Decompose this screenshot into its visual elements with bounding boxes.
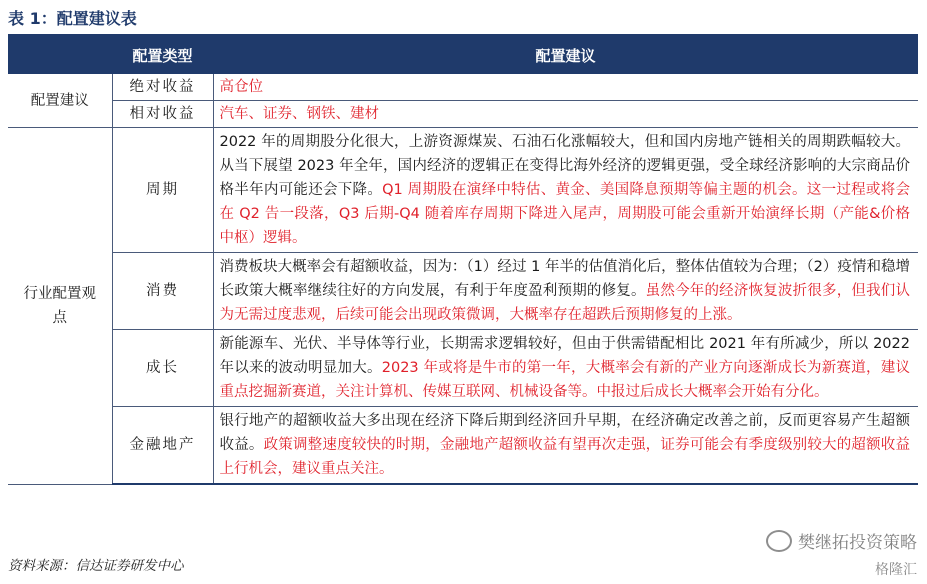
advice-highlight: Q1 周期股在演绎中特估、黄金、美国降息预期等偏主题的机会。这一过程或将会在 Q2 告一段落，Q3 后期-Q4 随着库存周期下降进入尾声，周期股可能会重新开始演绎长期（产能&价格中枢）逻辑。	[219, 182, 911, 246]
advice-text: 消费板块大概率会有超额收益，因为：（1）经过 1 年半的估值消化后，整体估值较为合理；（2）疫情和稳增长政策大概率继续往好的方向发展，有利于年度盈利预期的修复。	[219, 259, 910, 299]
table-row	[8, 101, 918, 128]
table-row	[8, 74, 918, 101]
advice-cell	[213, 407, 918, 485]
header-advice: 配置建议	[213, 35, 918, 74]
table-row	[8, 330, 918, 407]
advice-highlight: 2023 年或将是牛市的第一年，大概率会有新的产业方向逐渐成长为新赛道，建议重点挖掘新赛道，关注计算机、传媒互联网、机械设备等。中报过后成长大概率会开始有分化。	[219, 360, 910, 400]
watermark-account: 樊继拓投资策略	[798, 533, 917, 553]
type-cell: 相对收益	[112, 101, 213, 128]
advice-cell	[213, 253, 918, 330]
advice-text: 新能源车、光伏、半导体等行业，长期需求逻辑较好，但由于供需错配相比 2021 年有所减少，所以 2022 年以来的波动明显加大。	[219, 336, 910, 376]
advice-cell	[213, 128, 918, 253]
table-row	[8, 253, 918, 330]
header-row	[8, 35, 918, 74]
industry-category: 行业配置观点	[8, 128, 112, 485]
type-cell: 消费	[112, 253, 213, 330]
advice-cell: 汽车、证券、钢铁、建材	[213, 101, 918, 128]
type-cell: 周期	[112, 128, 213, 253]
source-note: 资料来源：信达证券研发中心	[8, 558, 184, 574]
table-title: 表 1：配置建议表	[8, 9, 137, 28]
advice-highlight: 虽然今年的经济恢复波折很多，但我们认为无需过度悲观，后续可能会出现政策微调，大概率存在超跌后预期修复的上涨。	[219, 283, 910, 323]
advice-text: 银行地产的超额收益大多出现在经济下降后期到经济回升早期，在经济确定改善之前，反而更容易产生超额收益。	[219, 413, 910, 453]
watermark	[766, 528, 917, 553]
table-row	[8, 407, 918, 485]
advice-cell	[213, 330, 918, 407]
wechat-icon	[766, 530, 792, 552]
advice-cell: 高仓位	[213, 74, 918, 101]
type-cell: 绝对收益	[112, 74, 213, 101]
advice-highlight: 政策调整速度较快的时期，金融地产超额收益有望再次走强，证券可能会有季度级别较大的超额收益上行机会，建议重点关注。	[219, 437, 911, 477]
type-cell: 金融地产	[112, 407, 213, 485]
table-row	[8, 128, 918, 253]
watermark-site: 格隆汇	[875, 562, 917, 578]
header-blank	[8, 35, 112, 74]
advice-text: 2022 年的周期股分化很大，上游资源煤炭、石油石化涨幅较大，但和国内房地产链相关的周期跌幅较大。从当下展望 2023 年全年，国内经济的逻辑正在变得比海外经济的逻辑更强，受全球经济影响的大宗商品价格半年内可能还会下降。	[219, 134, 910, 198]
config-table	[8, 34, 918, 485]
type-cell: 成长	[112, 330, 213, 407]
config-category: 配置建议	[8, 74, 112, 128]
header-type: 配置类型	[112, 35, 213, 74]
